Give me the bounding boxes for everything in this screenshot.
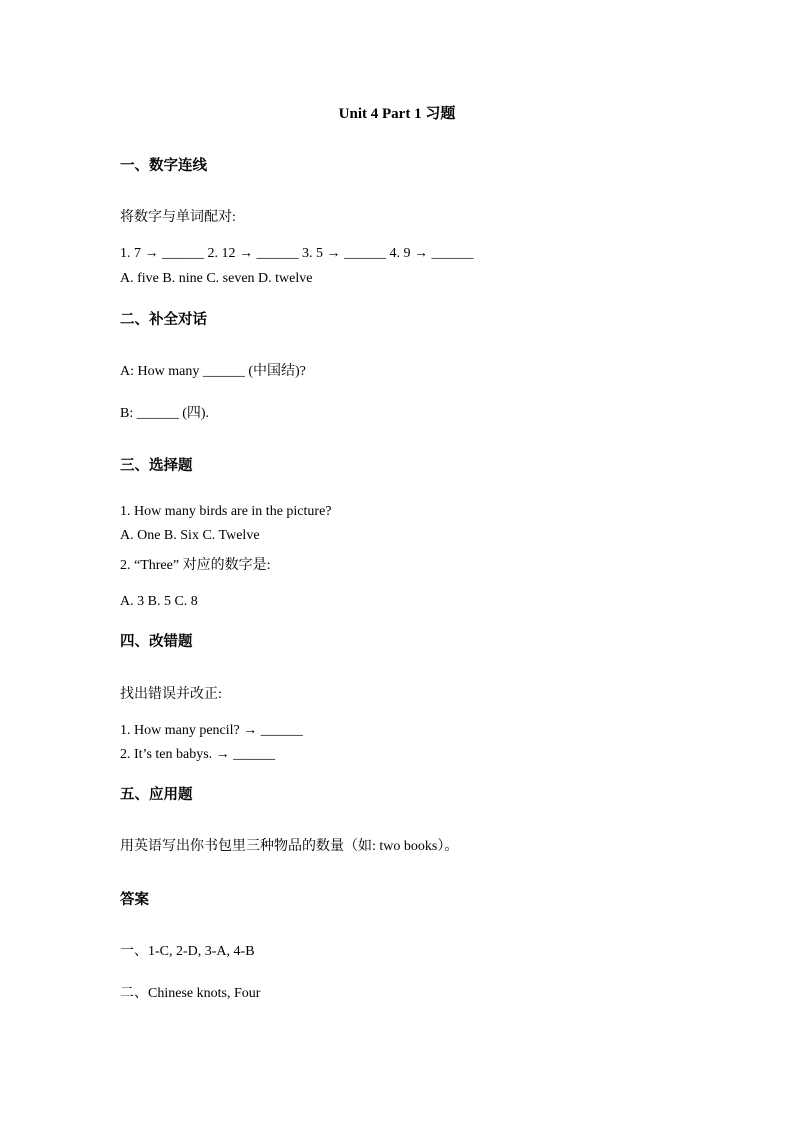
section-3-heading: 三、选择题 <box>120 458 193 474</box>
section-3-question-1-options: A. One B. Six C. Twelve <box>120 528 260 543</box>
answers-heading: 答案 <box>120 892 149 908</box>
page-title: Unit 4 Part 1 习题 <box>338 106 456 122</box>
section-1-heading: 一、数字连线 <box>120 158 207 174</box>
section-1-options: A. five B. nine C. seven D. twelve <box>120 271 313 286</box>
section-1-instruction: 将数字与单词配对: <box>120 210 236 225</box>
section-3-question-1: 1. How many birds are in the picture? <box>120 504 332 519</box>
section-3-question-2-options: A. 3 B. 5 C. 8 <box>120 594 198 609</box>
section-3-question-2: 2. “Three” 对应的数字是: <box>120 558 271 573</box>
section-4-heading: 四、改错题 <box>120 634 193 650</box>
section-2-dialogue-a: A: How many ______ (中国结)? <box>120 364 306 379</box>
section-4-item-2: 2. It’s ten babys. → ______ <box>120 747 276 762</box>
section-2-heading: 二、补全对话 <box>120 312 207 328</box>
section-1-matching-items: 1. 7 → ______ 2. 12 → ______ 3. 5 → ______ 4. 9 → ______ <box>120 246 474 261</box>
section-4-instruction: 找出错误并改正: <box>120 687 222 702</box>
section-5-heading: 五、应用题 <box>120 787 193 803</box>
section-4-item-1: 1. How many pencil? → ______ <box>120 723 303 738</box>
answer-section-2: 二、Chinese knots, Four <box>120 986 261 1001</box>
answer-section-1: 一、1-C, 2-D, 3-A, 4-B <box>120 944 255 959</box>
section-5-prompt: 用英语写出你书包里三种物品的数量（如: two books）。 <box>120 839 459 854</box>
section-2-dialogue-b: B: ______ (四). <box>120 406 210 421</box>
